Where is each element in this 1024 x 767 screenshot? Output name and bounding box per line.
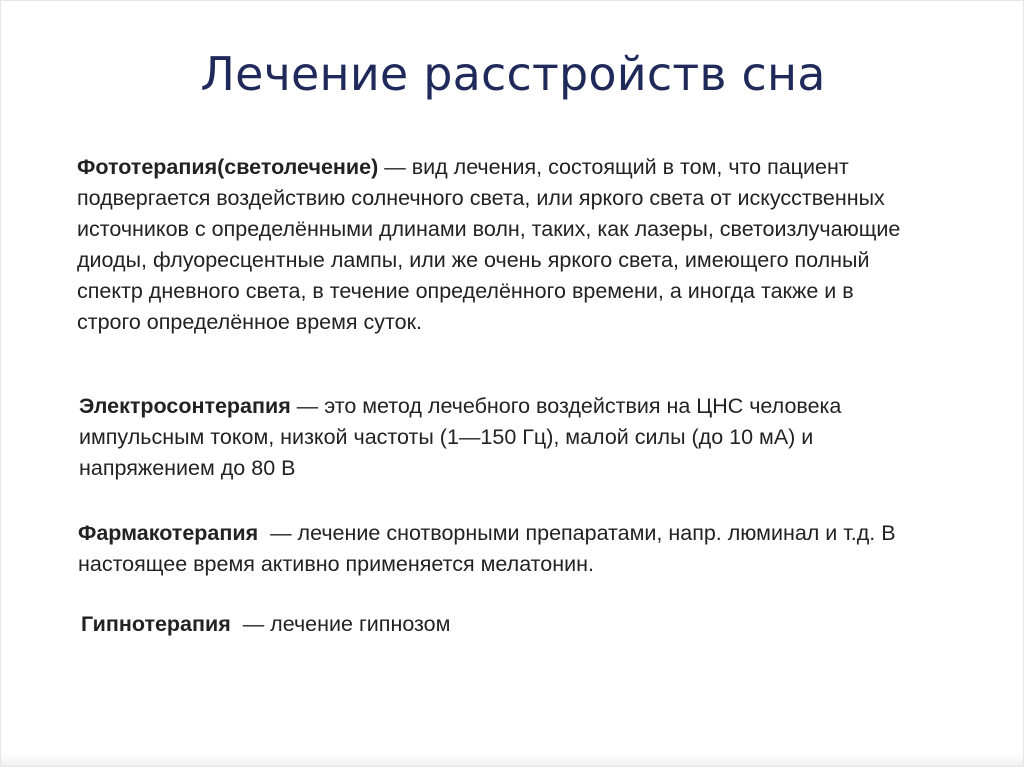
electrosleep-description: — это метод лечебного воздействия на ЦНС человека импульсным током, низкой частоты (1—150 Гц), малой силы (до 10 мА) и напряжением до 80 В <box>79 394 842 480</box>
electrosleep-term: Электросонтерапия <box>79 394 291 418</box>
pharmacotherapy-description: — лечение снотворными препаратами, напр. люминал и т.д. В настоящее время активно применяется мелатонин. <box>78 521 902 576</box>
hypnotherapy-paragraph <box>81 609 781 640</box>
hypnotherapy-description: — лечение гипнозом <box>230 612 451 636</box>
slide-title: Лечение расстройств сна <box>200 47 826 101</box>
phototherapy-description: — вид лечения, состоящий в том, что пациент подвергается воздействию солнечного света, или яркого света от искусственных источников с определёнными длинами волн, таких, как лазеры, светоизлучающие диоды, флуоресцентные лампы, или же очень яркого света, имеющего полный спектр дневного света, в течение определённого времени, а иногда также и в строго определённое время суток. <box>77 155 901 334</box>
pharmacotherapy-term: Фармакотерапия <box>78 521 259 545</box>
phototherapy-term: Фототерапия(светолечение) <box>77 155 379 179</box>
electrosleep-paragraph <box>79 391 929 484</box>
hypnotherapy-term: Гипнотерапия <box>81 612 231 636</box>
pharmacotherapy-paragraph <box>78 518 948 580</box>
phototherapy-paragraph <box>77 152 917 338</box>
